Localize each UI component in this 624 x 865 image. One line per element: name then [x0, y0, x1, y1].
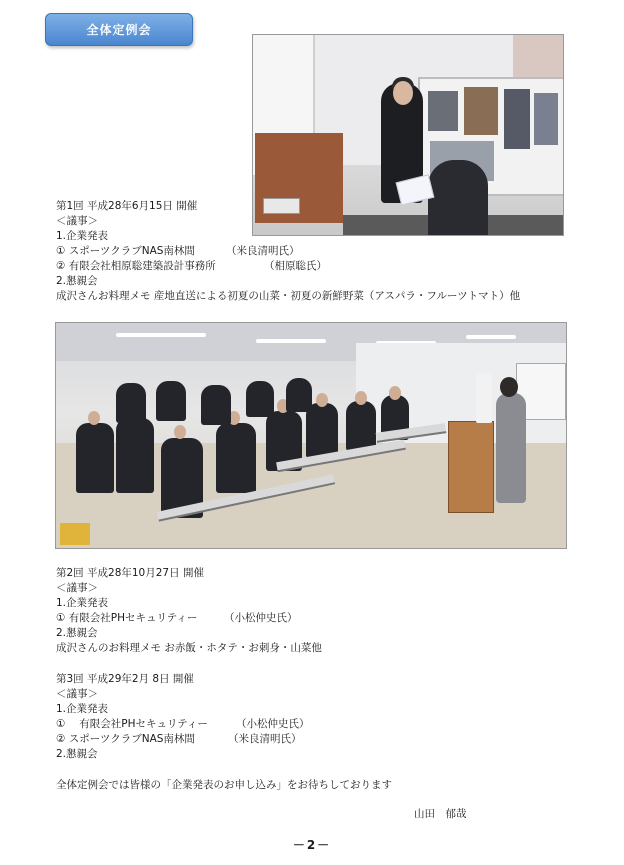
meeting-1-presenter-1: ① スポーツクラブNAS南林間 （米良清明氏）: [56, 245, 300, 257]
meeting-2-agenda: ＜議事＞: [56, 582, 98, 594]
meeting-2-block: [56, 566, 322, 656]
page-number: －2－: [292, 838, 332, 852]
meeting-1-item1: 1.企業発表: [56, 230, 109, 242]
meeting-1-item2: 2.懇親会: [56, 275, 98, 287]
meeting-3-title: 第3回 平成29年2月 8日 開催: [56, 673, 194, 685]
meeting-3-agenda: ＜議事＞: [56, 688, 98, 700]
meeting-1-block: [56, 199, 520, 304]
meeting-3-item1: 1.企業発表: [56, 703, 109, 715]
meeting-3-presenter-2: ② スポーツクラブNAS南林間 （米良清明氏）: [56, 733, 302, 745]
closing-message: 全体定例会では皆様の「企業発表のお申し込み」をお待ちしております: [56, 779, 392, 791]
meeting-2-item1: 1.企業発表: [56, 597, 109, 609]
audience-photo: [55, 322, 567, 549]
meeting-2-item2: 2.懇親会: [56, 627, 98, 639]
section-title-badge: 全体定例会: [45, 13, 193, 46]
meeting-1-title: 第1回 平成28年6月15日 開催: [56, 200, 198, 212]
meeting-2-presenter-1: ① 有限会社PHセキュリティー （小松仲史氏）: [56, 612, 298, 624]
meeting-3-presenter-1: ① 有限会社PHセキュリティー （小松仲史氏）: [56, 718, 310, 730]
meeting-2-title: 第2回 平成28年10月27日 開催: [56, 567, 204, 579]
author-name: 山田 郁哉: [414, 808, 467, 820]
meeting-1-presenter-2: ② 有限会社相原聡建築設計事務所 （相原聡氏）: [56, 260, 327, 272]
meeting-3-block: [56, 672, 310, 762]
meeting-2-memo: 成沢さんのお料理メモ お赤飯・ホタテ・お刺身・山菜他: [56, 642, 322, 654]
meeting-1-agenda: ＜議事＞: [56, 215, 98, 227]
meeting-1-memo: 成沢さんお料理メモ 産地直送による初夏の山菜・初夏の新鮮野菜（アスパラ・フルーツトマト）他: [56, 290, 521, 302]
meeting-3-item2: 2.懇親会: [56, 748, 98, 760]
